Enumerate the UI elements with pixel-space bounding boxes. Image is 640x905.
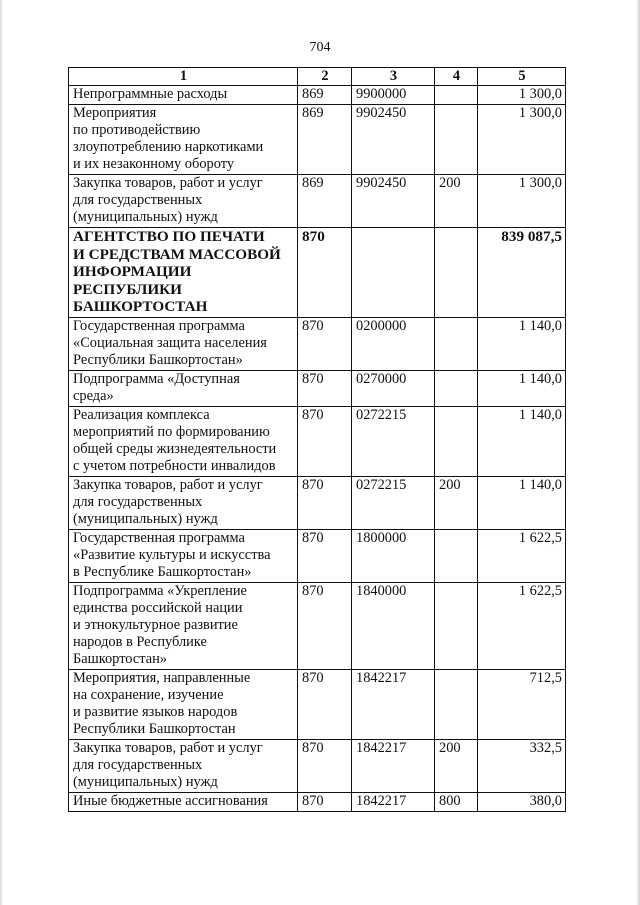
row-target-article-cell: 1800000 [352,529,435,582]
table-row [69,175,566,228]
row-target-article-cell [352,228,435,318]
row-expense-type-cell [435,582,478,669]
table-row [69,370,566,406]
row-amount-cell: 1 140,0 [478,406,566,476]
row-code-cell: 870 [298,406,352,476]
row-amount-cell: 839 087,5 [478,228,566,318]
column-header-1: 1 [69,68,298,86]
row-expense-type-cell [435,669,478,739]
page-number: 704 [309,40,331,55]
row-code-cell: 869 [298,175,352,228]
scan-edge-left [0,0,3,905]
row-code-cell: 870 [298,669,352,739]
scan-edge-right [636,0,640,905]
row-amount-cell: 1 622,5 [478,582,566,669]
table-row [69,86,566,105]
row-name-cell: Закупка товаров, работ и услуг для государственных (муниципальных) нужд [69,175,298,228]
budget-table [68,67,566,812]
row-expense-type-cell [435,370,478,406]
row-target-article-cell: 9902450 [352,105,435,175]
row-target-article-cell: 0200000 [352,317,435,370]
row-target-article-cell: 0272215 [352,476,435,529]
row-name-cell: Непрограммные расходы [69,86,298,105]
row-amount-cell: 1 140,0 [478,317,566,370]
row-name-cell: Реализация комплекса мероприятий по формированию общей среды жизнедеятельности с учетом потребности инвалидов [69,406,298,476]
table-row [69,582,566,669]
row-code-cell: 870 [298,317,352,370]
row-name-cell: Государственная программа «Социальная защита населения Республики Башкортостан» [69,317,298,370]
row-name-cell: Государственная программа «Развитие культуры и искусства в Республике Башкортостан» [69,529,298,582]
row-expense-type-cell: 200 [435,739,478,792]
row-amount-cell: 1 140,0 [478,476,566,529]
table-header-row [69,68,566,86]
table-row [69,228,566,318]
row-name-cell: Иные бюджетные ассигнования [69,792,298,811]
row-code-cell: 869 [298,86,352,105]
table-row [69,317,566,370]
row-amount-cell: 712,5 [478,669,566,739]
row-code-cell: 870 [298,792,352,811]
row-amount-cell: 1 140,0 [478,370,566,406]
column-header-2: 2 [298,68,352,86]
row-amount-cell: 1 300,0 [478,105,566,175]
row-name-cell: Закупка товаров, работ и услуг для государственных (муниципальных) нужд [69,476,298,529]
row-code-cell: 870 [298,582,352,669]
column-header-5: 5 [478,68,566,86]
row-name-cell: Подпрограмма «Укрепление единства российской нации и этнокультурное развитие народов в Республике Башкортостан» [69,582,298,669]
row-expense-type-cell [435,317,478,370]
table-row [69,739,566,792]
table-row [69,105,566,175]
row-name-cell: Подпрограмма «Доступная среда» [69,370,298,406]
row-expense-type-cell: 800 [435,792,478,811]
row-target-article-cell: 1840000 [352,582,435,669]
row-expense-type-cell: 200 [435,175,478,228]
row-name-cell: АГЕНТСТВО ПО ПЕЧАТИ И СРЕДСТВАМ МАССОВОЙ ИНФОРМАЦИИ РЕСПУБЛИКИ БАШКОРТОСТАН [69,228,298,318]
row-name-cell: Закупка товаров, работ и услуг для государственных (муниципальных) нужд [69,739,298,792]
table-row [69,476,566,529]
row-amount-cell: 332,5 [478,739,566,792]
table-row [69,792,566,811]
row-expense-type-cell [435,406,478,476]
row-target-article-cell: 9902450 [352,175,435,228]
column-header-3: 3 [352,68,435,86]
row-code-cell: 870 [298,529,352,582]
row-code-cell: 870 [298,739,352,792]
row-name-cell: Мероприятия, направленные на сохранение, изучение и развитие языков народов Республики Башкортостан [69,669,298,739]
table-row [69,406,566,476]
row-expense-type-cell [435,105,478,175]
row-target-article-cell: 9900000 [352,86,435,105]
row-amount-cell: 1 300,0 [478,86,566,105]
row-code-cell: 869 [298,105,352,175]
row-amount-cell: 1 622,5 [478,529,566,582]
row-target-article-cell: 1842217 [352,739,435,792]
row-name-cell: Мероприятия по противодействию злоупотреблению наркотиками и их незаконному обороту [69,105,298,175]
row-target-article-cell: 0270000 [352,370,435,406]
row-code-cell: 870 [298,476,352,529]
row-expense-type-cell [435,86,478,105]
table-row [69,669,566,739]
column-header-4: 4 [435,68,478,86]
table-row [69,529,566,582]
row-expense-type-cell [435,228,478,318]
row-expense-type-cell [435,529,478,582]
row-target-article-cell: 1842217 [352,792,435,811]
row-code-cell: 870 [298,370,352,406]
table-body [69,86,566,812]
row-amount-cell: 380,0 [478,792,566,811]
row-code-cell: 870 [298,228,352,318]
row-target-article-cell: 1842217 [352,669,435,739]
row-expense-type-cell: 200 [435,476,478,529]
row-amount-cell: 1 300,0 [478,175,566,228]
row-target-article-cell: 0272215 [352,406,435,476]
